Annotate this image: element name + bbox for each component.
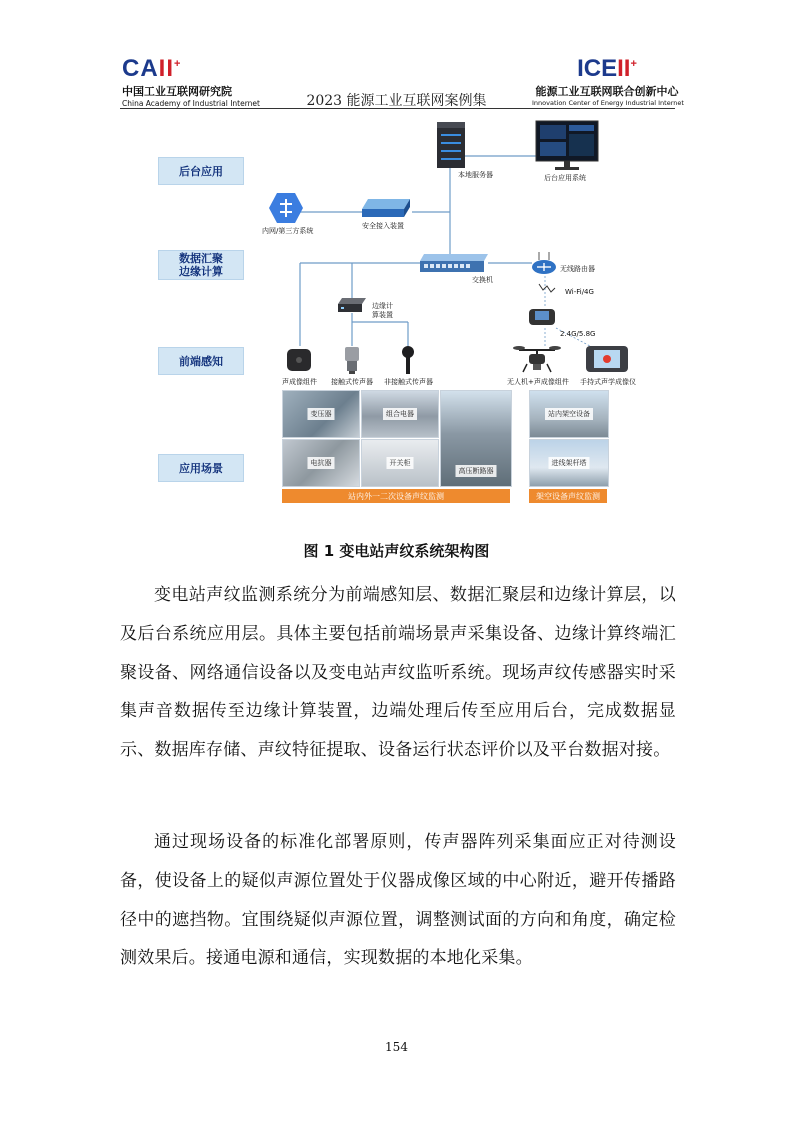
wifi-label: Wi-Fi/4G: [565, 288, 594, 296]
secure-access-label: 安全接入装置: [362, 222, 404, 230]
third-party-label: 内网/第三方系统: [262, 227, 314, 235]
iceii-logo-cn: 能源工业互联网联合创新中心: [535, 85, 679, 98]
server-icon: [433, 120, 469, 170]
figure-caption: 图 1 变电站声纹系统架构图: [303, 542, 490, 560]
noncontact-mic-icon: [398, 344, 418, 376]
layer-label-edge: 数据汇聚 边缘计算: [158, 250, 244, 280]
iceii-logo-mark: ICEII+: [577, 55, 637, 82]
iceii-logo-en: Innovation Center of Energy Industrial Internet: [532, 99, 684, 107]
backend-label: 后台应用系统: [544, 174, 586, 182]
switch-icon: [418, 253, 490, 275]
contact-mic-icon: [341, 345, 363, 375]
contact-label: 接触式传声器: [331, 378, 373, 386]
server-label: 本地服务器: [458, 171, 493, 179]
monitor-icon: [535, 120, 599, 172]
paragraph-2: 通过现场设备的标准化部署原则，传声器阵列采集面应正对待测设备，使设备上的疑似声源位置处于仪器成像区域的中心附近，避开传播路径中的遮挡物。宜围绕疑似声源位置，调整测试面的方向和角度，确定检测效果后。接通电源和通信，实现数据的本地化采集。: [120, 832, 676, 969]
remote-controller-icon: [527, 305, 557, 329]
layer-label-scenarios: 应用场景: [158, 454, 244, 482]
network-icon: [268, 191, 304, 225]
scene-photo-tower: 进线架杆塔: [529, 439, 609, 487]
secure-access-icon: [360, 197, 412, 219]
drone-icon: [513, 342, 561, 374]
paragraph-1: 变电站声纹监测系统分为前端感知层、数据汇聚层和边缘计算层，以及后台系统应用层。具体主要包括前端场景声采集设备、边缘计算终端汇聚设备、网络通信设备以及变电站声纹监听系统。现场声纹传感器实时采集声音数据传至边缘计算装置，边端处理后传至应用后台，完成数据显示、数据库存储、声纹特征提取、设备运行状态评价以及平台数据对接。: [120, 585, 676, 761]
band-label: 2.4G/5.8G: [560, 330, 596, 338]
acoustic-array-icon: [285, 347, 313, 373]
signal-icon: [537, 282, 557, 296]
router-label: 无线路由器: [560, 265, 595, 273]
caii-logo-en: China Academy of Industrial Internet: [122, 99, 260, 108]
router-icon: [530, 250, 558, 278]
caii-logo-mark: CAII+: [122, 55, 182, 82]
layer-label-sensing: 前端感知: [158, 347, 244, 375]
edge-label: 边缘计 算装置: [372, 302, 393, 319]
scene-bar-overhead: 架空设备声纹监测: [529, 489, 607, 503]
switch-label: 交换机: [472, 276, 493, 284]
page-number: 154: [385, 1040, 408, 1054]
drone-label: 无人机+声成像组件: [507, 378, 569, 386]
array-label: 声成像组件: [282, 378, 317, 386]
scene-photo-breaker: 高压断路器: [440, 390, 512, 487]
scene-photo-switchgear: 开关柜: [361, 439, 439, 487]
edge-device-icon: [336, 297, 368, 315]
scene-photo-gis: 组合电器: [361, 390, 439, 438]
scene-photo-transformer: 变压器: [282, 390, 360, 438]
scene-photo-overhead: 站内架空设备: [529, 390, 609, 438]
running-header-title: 2023 能源工业互联网案例集: [306, 93, 487, 109]
caii-logo-cn: 中国工业互联网研究院: [122, 85, 232, 98]
handheld-label: 手持式声学成像仪: [580, 378, 636, 386]
scene-photo-reactor: 电抗器: [282, 439, 360, 487]
noncontact-label: 非接触式传声器: [384, 378, 433, 386]
layer-label-backend: 后台应用: [158, 157, 244, 185]
scene-bar-substation: 站内外一二次设备声纹监测: [282, 489, 510, 503]
handheld-imager-icon: [585, 345, 629, 373]
architecture-diagram: [0, 0, 793, 520]
